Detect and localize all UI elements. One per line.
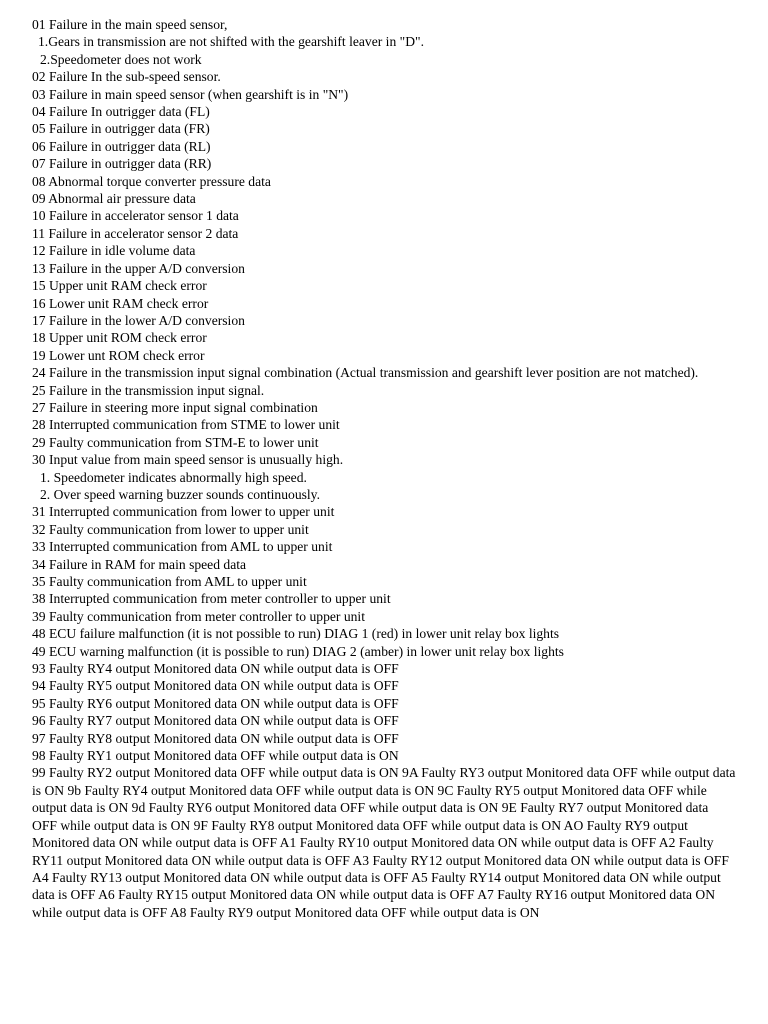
fault-code-line: 25 Failure in the transmission input signal.	[32, 382, 265, 398]
fault-code-line: 38 Interrupted communication from meter controller to upper unit	[32, 591, 391, 607]
fault-code-line: 08 Abnormal torque converter pressure data	[32, 173, 271, 189]
fault-code-line: 16 Lower unit RAM check error	[32, 295, 209, 311]
fault-code-line: 31 Interrupted communication from lower to upper unit	[32, 504, 335, 520]
fault-code-line: 28 Interrupted communication from STME to lower unit	[32, 417, 340, 433]
fault-code-line: 10 Failure in accelerator sensor 1 data	[32, 208, 239, 224]
fault-code-line: 02 Failure In the sub-speed sensor.	[32, 69, 221, 85]
fault-code-line: 96 Faulty RY7 output Monitored data ON while output data is OFF	[32, 713, 399, 729]
fault-code-line: 99 Faulty RY2 output Monitored data OFF while output data is ON 9A Faulty RY3 output Monitored data OFF while output data is ON 9b Faulty RY4 output Monitored data OFF while output data is ON 9C Faulty RY5 output Monitored data OFF while output data is ON 9d Faulty RY6 output Monitored data OFF while output data is ON 9E Faulty RY7 output Monitored data OFF while output data is ON 9F Faulty RY8 output Monitored data OFF while output data is ON AO Faulty RY9 output Monitored data ON while output data is OFF A1 Faulty RY10 output Monitored data ON while output data is OFF A2 Faulty RY11 output Monitored data ON while output data is OFF A3 Faulty RY12 output Monitored data ON while output data is OFF A4 Faulty RY13 output Monitored data ON while output data is OFF A5 Faulty RY14 output Monitored data ON while output data is OFF A6 Faulty RY15 output Monitored data ON while output data is OFF A7 Faulty RY16 output Monitored data ON while output data is OFF A8 Faulty RY9 output Monitored data OFF while output data is ON	[32, 765, 736, 920]
fault-code-line: 49 ECU warning malfunction (it is possible to run) DIAG 2 (amber) in lower unit relay box lights	[32, 643, 564, 659]
fault-code-line: 13 Failure in the upper A/D conversion	[32, 260, 245, 276]
fault-code-line: 05 Failure in outrigger data (FR)	[32, 121, 210, 137]
fault-code-subitem: 2. Over speed warning buzzer sounds continuously.	[40, 486, 320, 502]
fault-code-line: 09 Abnormal air pressure data	[32, 191, 196, 207]
fault-code-line: 48 ECU failure malfunction (it is not possible to run) DIAG 1 (red) in lower unit relay box lights	[32, 626, 560, 642]
fault-code-subitem: 1.Gears in transmission are not shifted with the gearshift leaver in "D".	[38, 34, 424, 50]
fault-code-line: 93 Faulty RY4 output Monitored data ON while output data is OFF	[32, 661, 399, 677]
fault-code-line: 07 Failure in outrigger data (RR)	[32, 156, 212, 172]
fault-code-line: 97 Faulty RY8 output Monitored data ON while output data is OFF	[32, 730, 399, 746]
fault-code-line: 01 Failure in the main speed sensor,	[32, 17, 228, 32]
fault-code-line: 03 Failure in main speed sensor (when gearshift is in "N")	[32, 86, 349, 102]
fault-code-line: 04 Failure In outrigger data (FL)	[32, 104, 210, 120]
fault-code-line: 06 Failure in outrigger data (RL)	[32, 138, 211, 154]
fault-code-subitem: 1. Speedometer indicates abnormally high speed.	[40, 469, 307, 485]
fault-code-line: 12 Failure in idle volume data	[32, 243, 196, 259]
fault-code-list	[32, 16, 736, 921]
fault-code-line: 24 Failure in the transmission input signal combination (Actual transmission and gearshift lever position are not matched).	[32, 365, 699, 381]
fault-code-line: 18 Upper unit ROM check error	[32, 330, 207, 346]
fault-code-line: 35 Faulty communication from AML to upper unit	[32, 574, 307, 589]
fault-code-subitem: 2.Speedometer does not work	[40, 51, 202, 67]
fault-code-line: 27 Failure in steering more input signal combination	[32, 399, 318, 415]
fault-code-line: 98 Faulty RY1 output Monitored data OFF while output data is ON	[32, 748, 399, 764]
fault-code-line: 17 Failure in the lower A/D conversion	[32, 312, 245, 328]
document-page	[32, 16, 736, 921]
fault-code-line: 15 Upper unit RAM check error	[32, 278, 207, 294]
fault-code-line: 94 Faulty RY5 output Monitored data ON while output data is OFF	[32, 678, 399, 694]
fault-code-line: 33 Interrupted communication from AML to upper unit	[32, 539, 333, 555]
fault-code-line: 29 Faulty communication from STM-E to lower unit	[32, 434, 319, 450]
fault-code-line: 95 Faulty RY6 output Monitored data ON while output data is OFF	[32, 695, 399, 711]
fault-code-line: 19 Lower unt ROM check error	[32, 347, 205, 363]
fault-code-line: 11 Failure in accelerator sensor 2 data	[32, 225, 239, 241]
fault-code-line: 32 Faulty communication from lower to upper unit	[32, 521, 309, 537]
fault-code-line: 30 Input value from main speed sensor is unusually high.	[32, 452, 344, 468]
fault-code-line: 34 Failure in RAM for main speed data	[32, 556, 247, 572]
fault-code-line: 39 Faulty communication from meter controller to upper unit	[32, 608, 365, 624]
